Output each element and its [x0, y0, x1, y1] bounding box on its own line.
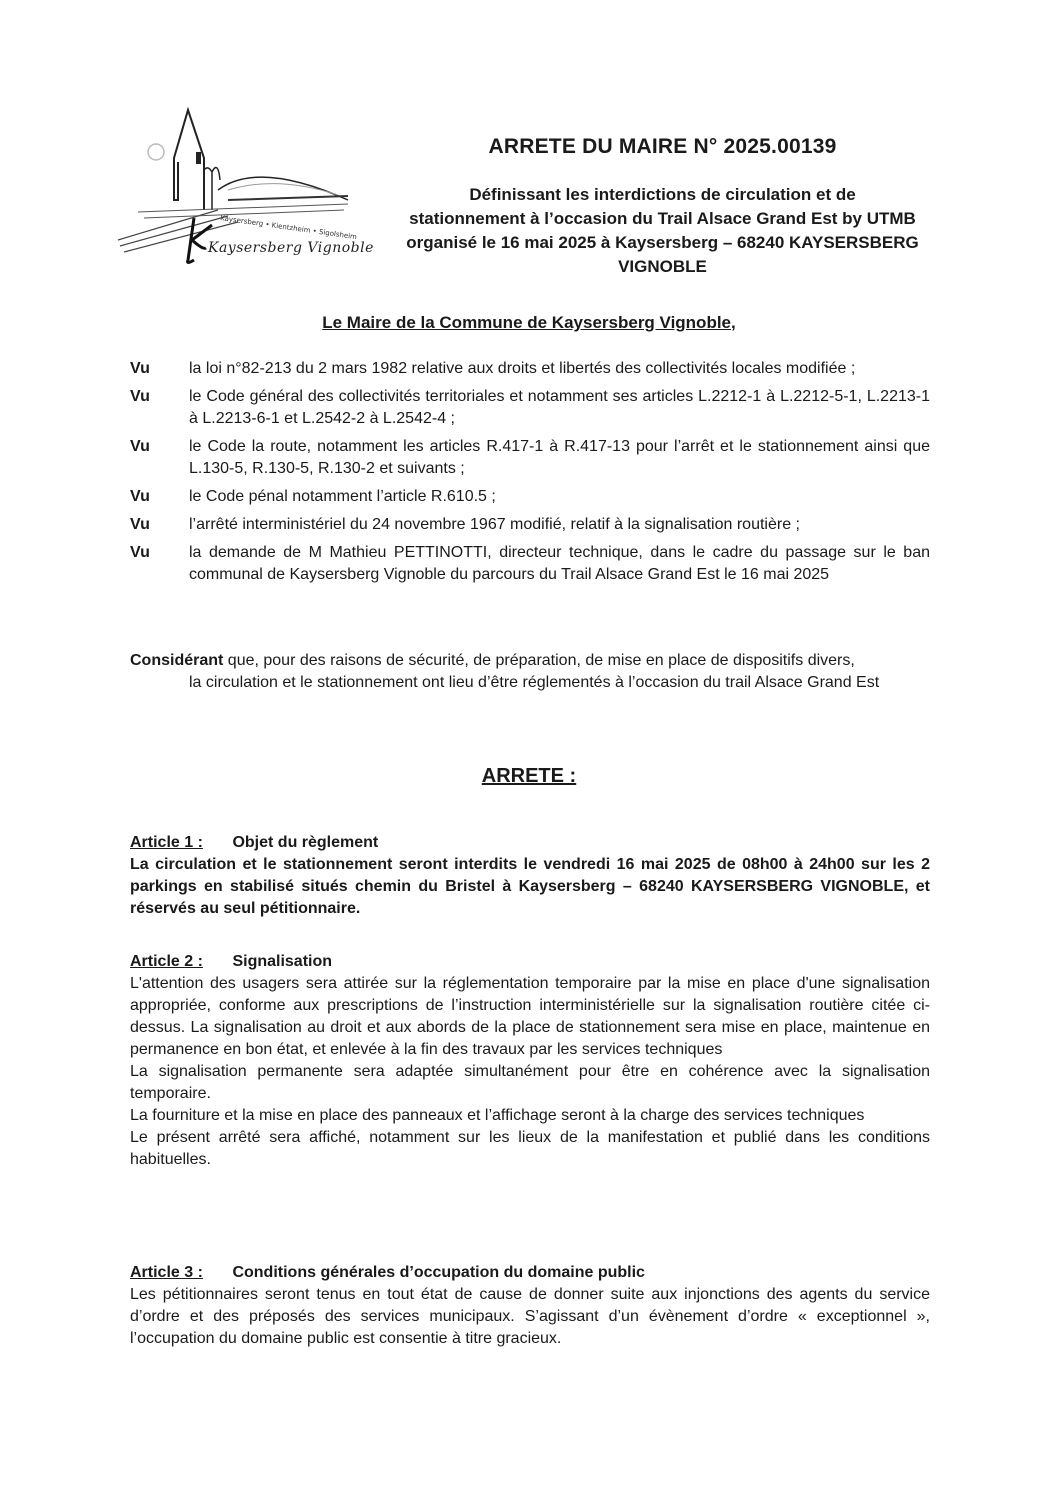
- article-label: Article 2 :: [130, 953, 203, 970]
- vu-item: [130, 386, 930, 430]
- vu-item: [130, 486, 930, 508]
- considerant-first: que, pour des raisons de sécurité, de préparation, de mise en place de dispositifs divers,: [227, 652, 855, 669]
- article-label: Article 3 :: [130, 1264, 203, 1281]
- vu-item: [130, 358, 930, 380]
- logo-text: Kaysersberg Vignoble: [208, 240, 374, 256]
- article-1: [130, 832, 930, 920]
- arrete-heading: ARRETE :: [481, 765, 577, 787]
- article-2: [130, 951, 930, 1171]
- vu-label: Vu: [130, 488, 150, 505]
- article-label: Article 1 :: [130, 834, 203, 851]
- article-title: Signalisation: [232, 953, 333, 970]
- subtitle-line: VIGNOBLE: [618, 257, 707, 276]
- considerant-rest: la circulation et le stationnement ont lieu d’être réglementés à l’occasion du trail Alsace Grand Est: [189, 674, 880, 691]
- article-3: [130, 1262, 930, 1350]
- considerant-block: [130, 650, 930, 694]
- vu-text: la loi n°82-213 du 2 mars 1982 relative aux droits et libertés des collectivités locales modifiée ;: [189, 360, 856, 377]
- article-paragraph: L'attention des usagers sera attirée sur la réglementation temporaire par la mise en place d'une signalisation appropriée, conforme aux prescriptions de l’instruction interministérielle sur la signalisation routière citée ci-dessus. La signalisation au droit et aux abords de la place de stationnement sera mise en place, maintenue en permanence en bon état, et enlevée à la fin des travaux par les services techniques: [130, 975, 930, 1058]
- logo-small-text: Kaysersberg • Kientzheim • Sigolsheim: [219, 214, 358, 242]
- vu-label: Vu: [130, 438, 150, 455]
- vu-text: l’arrêté interministériel du 24 novembre 1967 modifié, relatif à la signalisation routière ;: [189, 516, 800, 533]
- article-paragraph: La signalisation permanente sera adaptée simultanément pour être en cohérence avec la signalisation temporaire.: [130, 1063, 930, 1102]
- article-title: Objet du règlement: [232, 834, 379, 851]
- vu-text: le Code général des collectivités territoriales et notamment ses articles L.2212-1 à L.2212-5-1, L.2213-1 à L.2213-6-1 et L.2542-2 à L.2542-4 ;: [189, 388, 930, 427]
- article-title: Conditions générales d’occupation du domaine public: [232, 1264, 645, 1281]
- vu-item: [130, 514, 930, 536]
- vu-text: la demande de M Mathieu PETTINOTTI, directeur technique, dans le cadre du passage sur le ban communal de Kaysersberg Vignoble du parcours du Trail Alsace Grand Est le 16 mai 2025: [189, 544, 930, 583]
- article-paragraph: La fourniture et la mise en place des panneaux et l’affichage seront à la charge des services techniques: [130, 1107, 865, 1124]
- article-text: La circulation et le stationnement seront interdits le vendredi 16 mai 2025 de 08h00 à 24h00 sur les 2 parkings en stabilisé situés chemin du Bristel à Kaysersberg – 68240 KAYSERSBERG VIGNOBLE, et réservés au seul pétitionnaire.: [130, 856, 930, 917]
- subtitle-line: Définissant les interdictions de circulation et de: [469, 185, 856, 204]
- vu-label: Vu: [130, 388, 150, 405]
- mayor-line: Le Maire de la Commune de Kaysersberg Vignoble,: [322, 313, 736, 332]
- vu-text: le Code la route, notamment les articles R.417-1 à R.417-13 pour l’arrêt et le stationnement ainsi que L.130-5, R.130-5, R.130-2 et suivants ;: [189, 438, 930, 477]
- article-paragraph: Les pétitionnaires seront tenus en tout état de cause de donner suite aux injonctions des agents du service d’ordre et des préposés des services municipaux. S’agissant d’un évènement d’ordre « exceptionnel », l’occupation du domaine public est consentie à titre gracieux.: [130, 1286, 930, 1347]
- document-header: [380, 135, 945, 279]
- considerant-label: Considérant: [130, 652, 224, 669]
- vu-item: [130, 436, 930, 480]
- vu-label: Vu: [130, 516, 150, 533]
- article-paragraph: Le présent arrêté sera affiché, notamment sur les lieux de la manifestation et publié dans les conditions habituelles.: [130, 1129, 930, 1168]
- vu-list: [130, 358, 930, 592]
- page-title: ARRETE DU MAIRE N° 2025.00139: [488, 135, 837, 158]
- vu-text: le Code pénal notamment l’article R.610.5 ;: [189, 488, 496, 505]
- vu-label: Vu: [130, 360, 150, 377]
- subtitle-line: stationnement à l’occasion du Trail Alsace Grand Est by UTMB: [409, 209, 916, 228]
- vu-label: Vu: [130, 544, 150, 561]
- subtitle-line: organisé le 16 mai 2025 à Kaysersberg – 68240 KAYSERSBERG: [406, 233, 919, 252]
- vu-item: [130, 542, 930, 586]
